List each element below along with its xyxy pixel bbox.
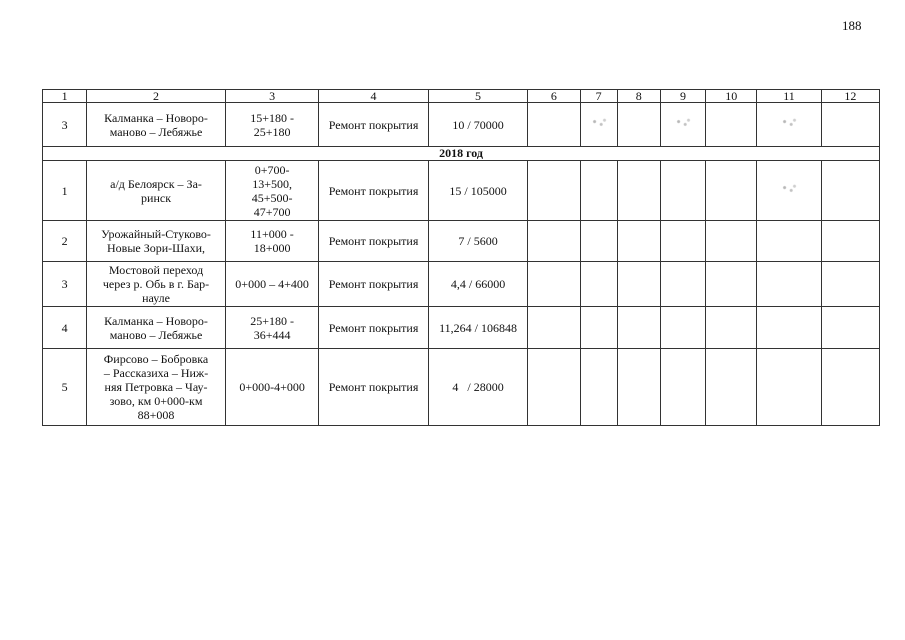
work-value: 7 / 5600 — [428, 221, 527, 262]
work-value: 11,264 / 106848 — [428, 307, 527, 349]
km-range: 15+180 - 25+180 — [225, 103, 318, 147]
empty-cell — [706, 262, 757, 307]
empty-cell — [528, 161, 580, 221]
empty-cell — [821, 349, 879, 426]
empty-cell — [757, 161, 821, 221]
empty-cell — [580, 161, 617, 221]
empty-cell — [660, 221, 705, 262]
table-row — [43, 221, 880, 262]
column-header: 2 — [87, 90, 226, 103]
km-range: 11+000 - 18+000 — [225, 221, 318, 262]
km-range: 0+000-4+000 — [225, 349, 318, 426]
empty-cell — [580, 262, 617, 307]
empty-cell — [617, 103, 660, 147]
column-header: 3 — [225, 90, 318, 103]
table-row — [43, 307, 880, 349]
empty-cell — [821, 262, 879, 307]
column-header: 12 — [821, 90, 879, 103]
row-number: 4 — [43, 307, 87, 349]
empty-cell — [580, 349, 617, 426]
road-name: а/д Белоярск – За- ринск — [87, 161, 226, 221]
empty-cell — [757, 221, 821, 262]
year-row — [43, 147, 880, 161]
empty-cell — [821, 221, 879, 262]
table-row — [43, 262, 880, 307]
work-type: Ремонт покрытия — [319, 307, 429, 349]
road-name: Мостовой переход через р. Обь в г. Бар- науле — [87, 262, 226, 307]
empty-cell — [580, 103, 617, 147]
row-number: 2 — [43, 221, 87, 262]
table-row — [43, 349, 880, 426]
road-name: Урожайный-Стуково- Новые Зори-Шахи, — [87, 221, 226, 262]
column-header: 10 — [706, 90, 757, 103]
page-number: 188 — [842, 18, 862, 33]
column-header: 6 — [528, 90, 580, 103]
empty-cell — [617, 221, 660, 262]
empty-cell — [660, 161, 705, 221]
column-header-row — [43, 90, 880, 103]
empty-cell — [660, 103, 705, 147]
column-header: 8 — [617, 90, 660, 103]
work-value: 10 / 70000 — [428, 103, 527, 147]
empty-cell — [706, 307, 757, 349]
road-name: Калманка – Новоро- маново – Лебяжье — [87, 103, 226, 147]
work-type: Ремонт покрытия — [319, 103, 429, 147]
empty-cell — [706, 161, 757, 221]
empty-cell — [821, 103, 879, 147]
km-range: 25+180 - 36+444 — [225, 307, 318, 349]
row-number: 3 — [43, 262, 87, 307]
empty-cell — [617, 161, 660, 221]
empty-cell — [617, 349, 660, 426]
empty-cell — [706, 103, 757, 147]
empty-cell — [757, 307, 821, 349]
work-type: Ремонт покрытия — [319, 262, 429, 307]
road-name: Калманка – Новоро- маново – Лебяжье — [87, 307, 226, 349]
empty-cell — [660, 307, 705, 349]
empty-cell — [528, 103, 580, 147]
empty-cell — [821, 161, 879, 221]
column-header: 11 — [757, 90, 821, 103]
year-label: 2018 год — [43, 147, 880, 161]
column-header: 4 — [319, 90, 429, 103]
work-type: Ремонт покрытия — [319, 221, 429, 262]
empty-cell — [528, 221, 580, 262]
empty-cell — [660, 349, 705, 426]
empty-cell — [757, 349, 821, 426]
row-number: 3 — [43, 103, 87, 147]
column-header: 5 — [428, 90, 527, 103]
empty-cell — [528, 307, 580, 349]
empty-cell — [617, 307, 660, 349]
column-header: 9 — [660, 90, 705, 103]
column-header: 7 — [580, 90, 617, 103]
empty-cell — [580, 307, 617, 349]
empty-cell — [580, 221, 617, 262]
empty-cell — [660, 262, 705, 307]
work-value: 15 / 105000 — [428, 161, 527, 221]
work-type: Ремонт покрытия — [319, 161, 429, 221]
work-value: 4,4 / 66000 — [428, 262, 527, 307]
empty-cell — [757, 262, 821, 307]
road-repair-table — [42, 89, 880, 426]
empty-cell — [528, 349, 580, 426]
road-name: Фирсово – Бобровка – Рассказиха – Ниж- няя Петровка – Чау- зово, км 0+000-км 88+008 — [87, 349, 226, 426]
empty-cell — [706, 221, 757, 262]
empty-cell — [617, 262, 660, 307]
work-value: 4 / 28000 — [428, 349, 527, 426]
row-number: 1 — [43, 161, 87, 221]
empty-cell — [528, 262, 580, 307]
table-row — [43, 103, 880, 147]
row-number: 5 — [43, 349, 87, 426]
km-range: 0+000 – 4+400 — [225, 262, 318, 307]
work-type: Ремонт покрытия — [319, 349, 429, 426]
empty-cell — [706, 349, 757, 426]
km-range: 0+700- 13+500, 45+500- 47+700 — [225, 161, 318, 221]
column-header: 1 — [43, 90, 87, 103]
empty-cell — [821, 307, 879, 349]
table-row — [43, 161, 880, 221]
empty-cell — [757, 103, 821, 147]
